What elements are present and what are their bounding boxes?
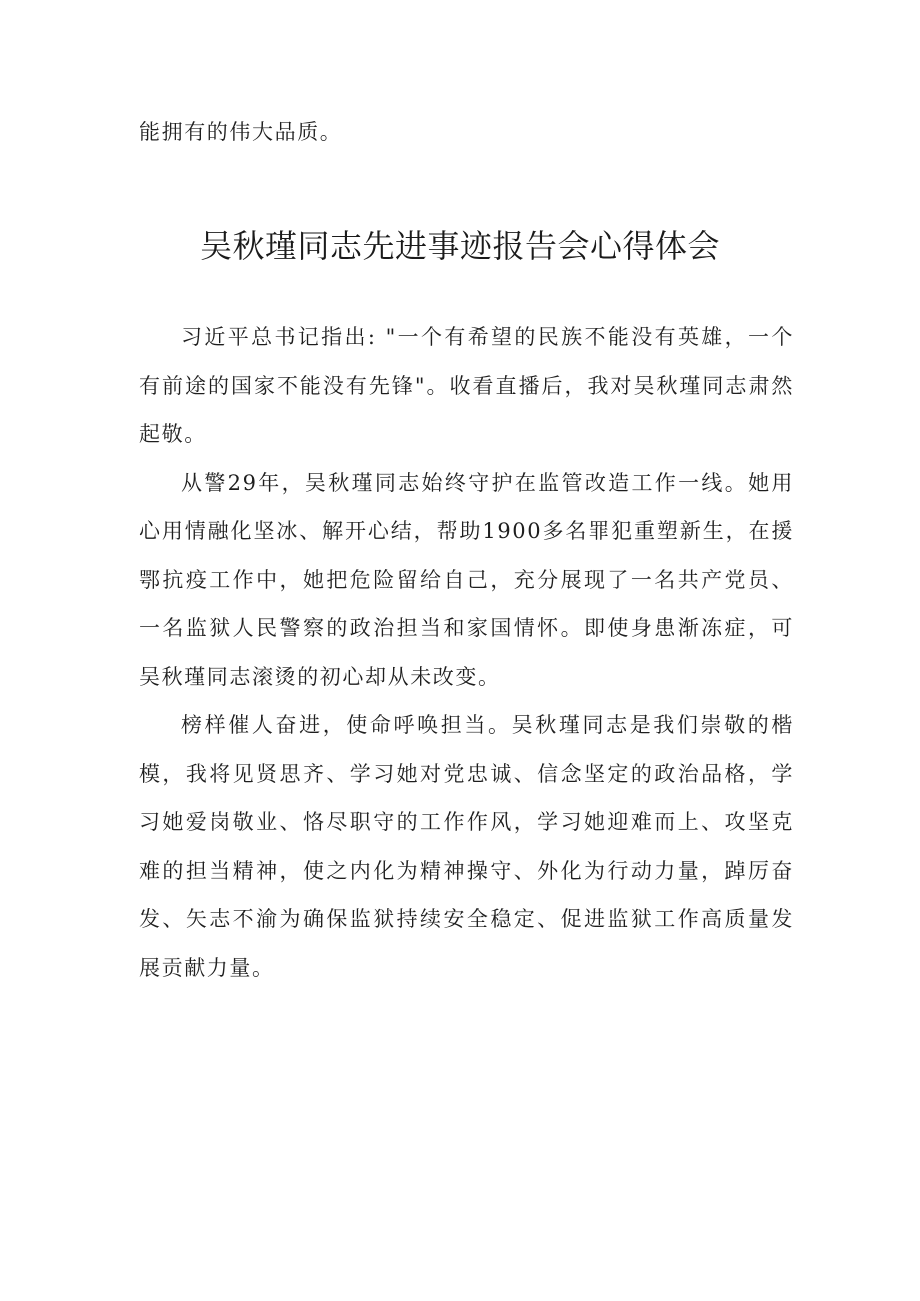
paragraph-3: 榜样催人奋进，使命呼唤担当。吴秋瑾同志是我们崇敬的楷模，我将见贤思齐、学习她对党忠诚、信念坚定的政治品格，学习她爱岗敬业、恪尽职守的工作作风，学习她迎难而上、攻坚克难的担当精神，使之内化为精神操守、外化为行动力量，踔厉奋发、矢志不渝为确保监狱持续安全稳定、促进监狱工作高质量发展贡献力量。: [139, 713, 794, 980]
paragraph-2: 从警29年，吴秋瑾同志始终守护在监管改造工作一线。她用心用情融化坚冰、解开心结，帮助1900多名罪犯重塑新生，在援鄂抗疫工作中，她把危险留给自己，充分展现了一名共产党员、一名监狱人民警察的政治担当和家国情怀。即使身患渐冻症，可吴秋瑾同志滚烫的初心却从未改变。: [139, 470, 794, 689]
document-body: [139, 313, 794, 992]
lead-text: 能拥有的伟大品质。: [139, 120, 343, 144]
document-title: 吴秋瑾同志先进事迹报告会心得体会: [199, 227, 720, 265]
paragraph-1: 习近平总书记指出: "一个有希望的民族不能没有英雄，一个有前途的国家不能没有先锋"。收看直播后，我对吴秋瑾同志肃然起敬。: [139, 325, 794, 446]
